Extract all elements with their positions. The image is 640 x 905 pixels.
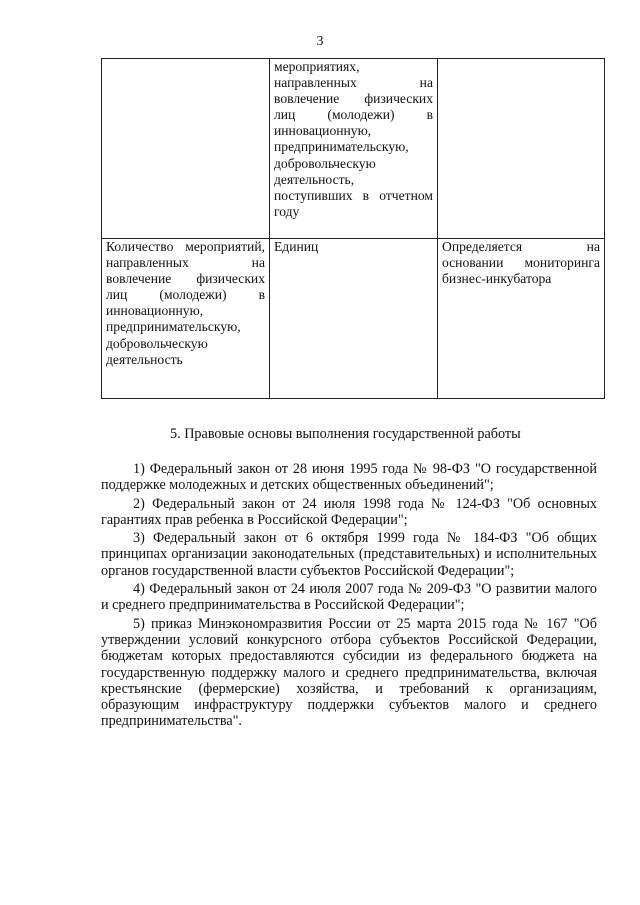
legal-clause-1: 1) Федеральный закон от 28 июня 1995 года № 98-ФЗ "О государственной поддержке молодежных и детских общественных объединений"; [101,461,597,494]
indicator-table [101,58,605,399]
legal-clause-4: 4) Федеральный закон от 24 июля 2007 года № 209-ФЗ "О развитии малого и среднего предпринимательства в Российской Федерации"; [101,581,597,614]
legal-clause-5: 5) приказ Минэкономразвития России от 25 марта 2015 года № 167 "Об утверждении условий конкурсного отбора субъектов Российской Федерации, бюджетам которых предоставляются субсидии из федерального бюджета на государственную поддержку малого и среднего предпринимательства, включая крестьянские (фермерские) хозяйства, и требований к организациям, образующим инфраструктуру поддержки субъектов малого и среднего предпринимательства". [101,615,597,730]
table-cell-method: Определяется на основании мониторинга бизнес-инкубатора [438,239,605,399]
section-title: 5. Правовые основы выполнения государственной работы [170,426,521,442]
table-row [102,239,605,399]
legal-clause-3: 3) Федеральный закон от 6 октября 1999 года № 184-ФЗ "Об общих принципах организации законодательных (представительных) и исполнительных органов государственной власти субъектов Российской Федерации"; [101,530,597,579]
table-cell-indicator: Количество мероприятий, направленных на вовлечение физических лиц (молодежи) в инновационную, предпринимательскую, добровольческую деятельность [102,239,270,399]
legal-clause-2: 2) Федеральный закон от 24 июля 1998 года № 124-ФЗ "Об основных гарантиях прав ребенка в Российской Федерации"; [101,495,597,528]
page-number: 3 [316,34,324,49]
table-cell-unit: Единиц [270,239,438,399]
legal-basis-list [101,461,597,732]
table-cell-method [438,59,605,239]
table-cell-unit: мероприятиях, направленных на вовлечение физических лиц (молодежи) в инновационную, предпринимательскую, добровольческую деятельность, поступивших в отчетном году [270,59,438,239]
table-row [102,59,605,239]
table-cell-indicator [102,59,270,239]
